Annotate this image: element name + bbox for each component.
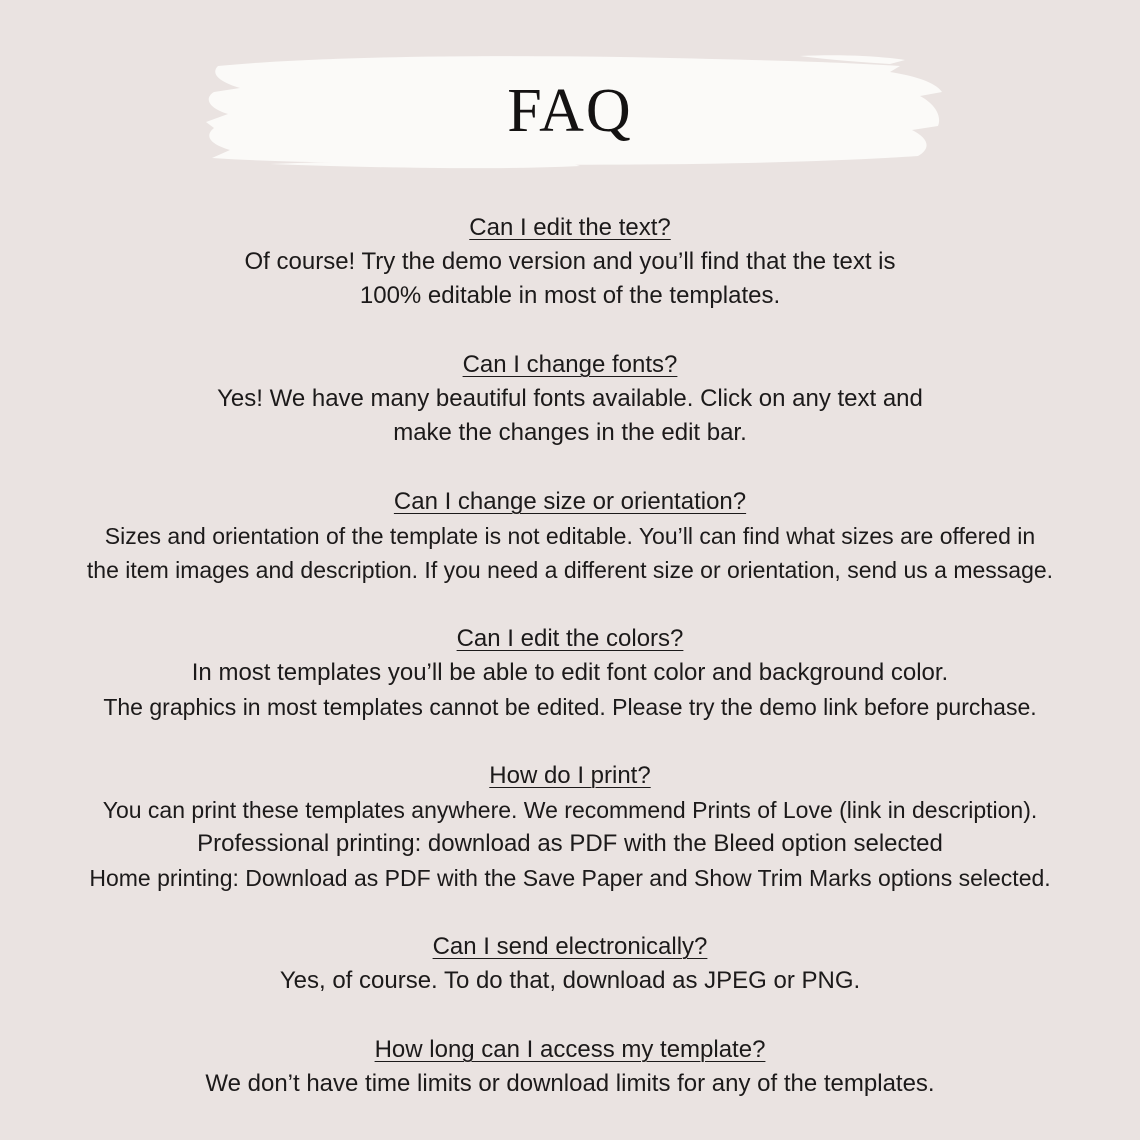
faq-item [0, 621, 1140, 724]
page-title: FAQ [507, 77, 633, 145]
faq-answer-line: In most templates you’ll be able to edit font color and background color. [191, 659, 949, 686]
faq-answer-line: We don’t have time limits or download limits for any of the templates. [205, 1070, 935, 1097]
faq-answer-line: The graphics in most templates cannot be edited. Please try the demo link before purchase. [103, 694, 1037, 720]
faq-item [0, 484, 1140, 587]
faq-answer-line: Professional printing: download as PDF with the Bleed option selected [197, 830, 943, 857]
faq-item [0, 1032, 1140, 1101]
faq-question: Can I send electronically? [432, 933, 708, 960]
faq-item [0, 758, 1140, 895]
faq-item [0, 929, 1140, 998]
faq-answer-line: make the changes in the edit bar. [393, 419, 747, 446]
faq-question: How long can I access my template? [374, 1036, 766, 1063]
faq-item [0, 347, 1140, 450]
faq-answer-line: You can print these templates anywhere. We recommend Prints of Love (link in description). [102, 797, 1038, 823]
faq-answer-line: Yes! We have many beautiful fonts available. Click on any text and [217, 385, 923, 412]
faq-answer-line: Sizes and orientation of the template is not editable. You’ll can find what sizes are offered in [104, 523, 1036, 549]
faq-answer-line: the item images and description. If you need a different size or orientation, send us a message. [86, 557, 1054, 583]
faq-item [0, 210, 1140, 313]
faq-answer-line: Of course! Try the demo version and you’ll find that the text is [244, 248, 896, 275]
faq-question: How do I print? [489, 762, 651, 789]
faq-answer-line: Home printing: Download as PDF with the Save Paper and Show Trim Marks options selected. [89, 865, 1051, 891]
faq-list [0, 210, 1140, 1135]
faq-answer-line: 100% editable in most of the templates. [359, 282, 781, 309]
faq-question: Can I change fonts? [462, 351, 678, 378]
faq-answer-line: Yes, of course. To do that, download as JPEG or PNG. [279, 967, 861, 994]
faq-question: Can I edit the text? [469, 214, 671, 241]
faq-question: Can I edit the colors? [456, 625, 684, 652]
faq-question: Can I change size or orientation? [393, 488, 747, 515]
